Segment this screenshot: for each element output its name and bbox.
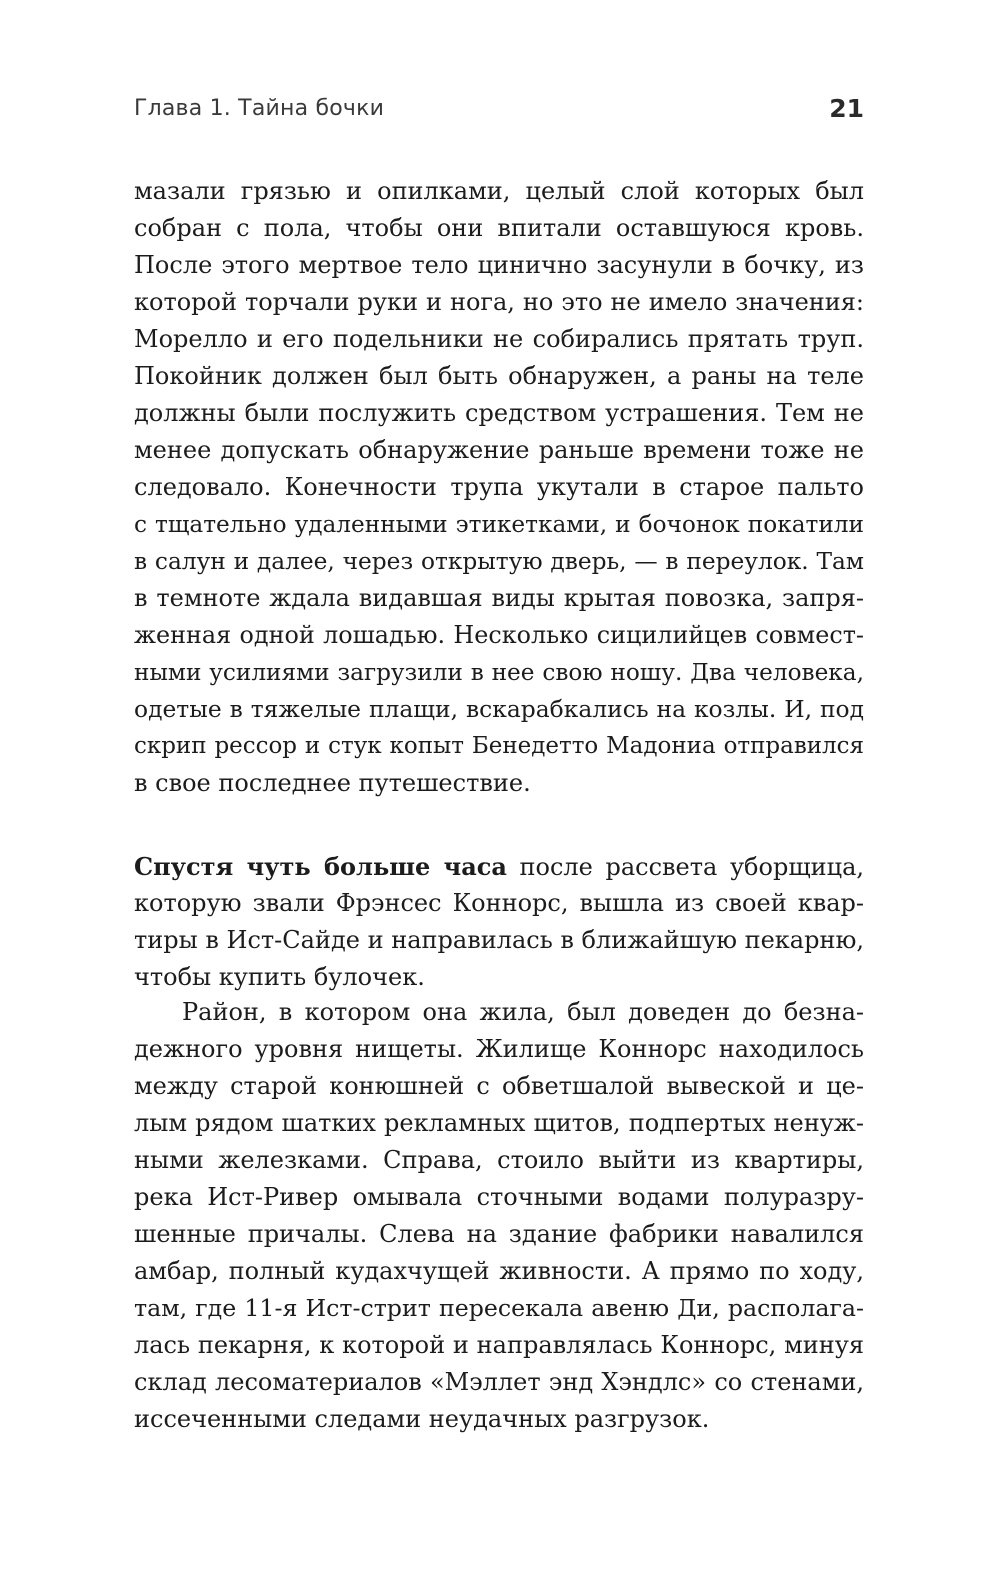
text-line: шенные причалы. Слева на здание фабрики навалился — [134, 1220, 864, 1248]
text-line: лым рядом шатких рекламных щитов, подпертых ненуж- — [134, 1109, 864, 1137]
text-line: лась пекарня, к которой и направлялась Коннорс, минуя — [134, 1331, 864, 1359]
text-line: должны были послужить средством устрашения. Тем не — [134, 399, 864, 427]
text-line: в свое последнее путешествие. — [134, 769, 531, 797]
text-line: которую звали Фрэнсес Коннорс, вышла из своей квар- — [134, 889, 864, 917]
text-line: дежного уровня нищеты. Жилище Коннорс находилось — [134, 1035, 864, 1063]
text-line: там, где 11-я Ист-стрит пересекала авеню Ди, располага- — [134, 1294, 864, 1322]
text-line: иссеченными следами неудачных разгрузок. — [134, 1405, 710, 1433]
text-line: женная одной лошадью. Несколько сицилийцев совмест- — [134, 621, 864, 649]
running-header — [134, 96, 864, 132]
text-line: После этого мертвое тело цинично засунули в бочку, из — [134, 251, 864, 279]
text-line: которой торчали руки и нога, но это не имело значения: — [134, 288, 864, 316]
lead-in-bold: Спустя чуть больше часа — [134, 852, 507, 881]
text-line: менее допускать обнаружение раньше времени тоже не — [134, 436, 864, 464]
text-line: мазали грязью и опилками, целый слой которых был — [134, 177, 864, 205]
text-line: Покойник должен был быть обнаружен, а раны на теле — [134, 362, 864, 390]
lead-in-rest: после рассвета уборщица, — [506, 853, 865, 881]
text-line: чтобы купить булочек. — [134, 963, 425, 991]
text-line: следовало. Конечности трупа укутали в старое пальто — [134, 473, 864, 501]
text-line: с тщательно удаленными этикетками, и бочонок покатили — [134, 511, 864, 538]
paragraph-continuation — [134, 173, 864, 802]
text-line: склад лесоматериалов «Мэллет энд Хэндлс» со стенами, — [134, 1368, 864, 1396]
text-line: в темноте ждала видавшая виды крытая повозка, запря- — [134, 584, 864, 612]
text-line: амбар, полный кудахчущей живности. А прямо по ходу, — [134, 1257, 864, 1285]
chapter-title: Глава 1. Тайна бочки — [134, 96, 385, 121]
text-line: река Ист-Ривер омывала сточными водами полуразру- — [134, 1183, 864, 1211]
text-line: скрип рессор и стук копыт Бенедетто Мадониа отправился — [134, 733, 864, 759]
text-line: в салун и далее, через открытую дверь, — в переулок. Там — [134, 548, 864, 575]
text-line: между старой конюшней с обветшалой вывеской и це- — [134, 1072, 864, 1100]
paragraph-section-start — [134, 848, 864, 996]
text-line: собран с пола, чтобы они впитали оставшуюся кровь. — [134, 214, 864, 242]
page-number: 21 — [829, 94, 864, 123]
text-line: одетые в тяжелые плащи, вскарабкались на козлы. И, под — [134, 695, 864, 723]
text-line: Морелло и его подельники не собирались прятать труп. — [134, 325, 864, 353]
text-line: Район, в котором она жила, был доведен до безна- — [182, 998, 864, 1026]
text-line: ными железками. Справа, стоило выйти из квартиры, — [134, 1146, 864, 1174]
paragraph-district — [134, 994, 864, 1438]
text-line: ными усилиями загрузили в нее свою ношу. Два человека, — [134, 659, 864, 686]
text-line — [134, 848, 864, 885]
text-line: тиры в Ист-Сайде и направилась в ближайшую пекарню, — [134, 926, 864, 954]
